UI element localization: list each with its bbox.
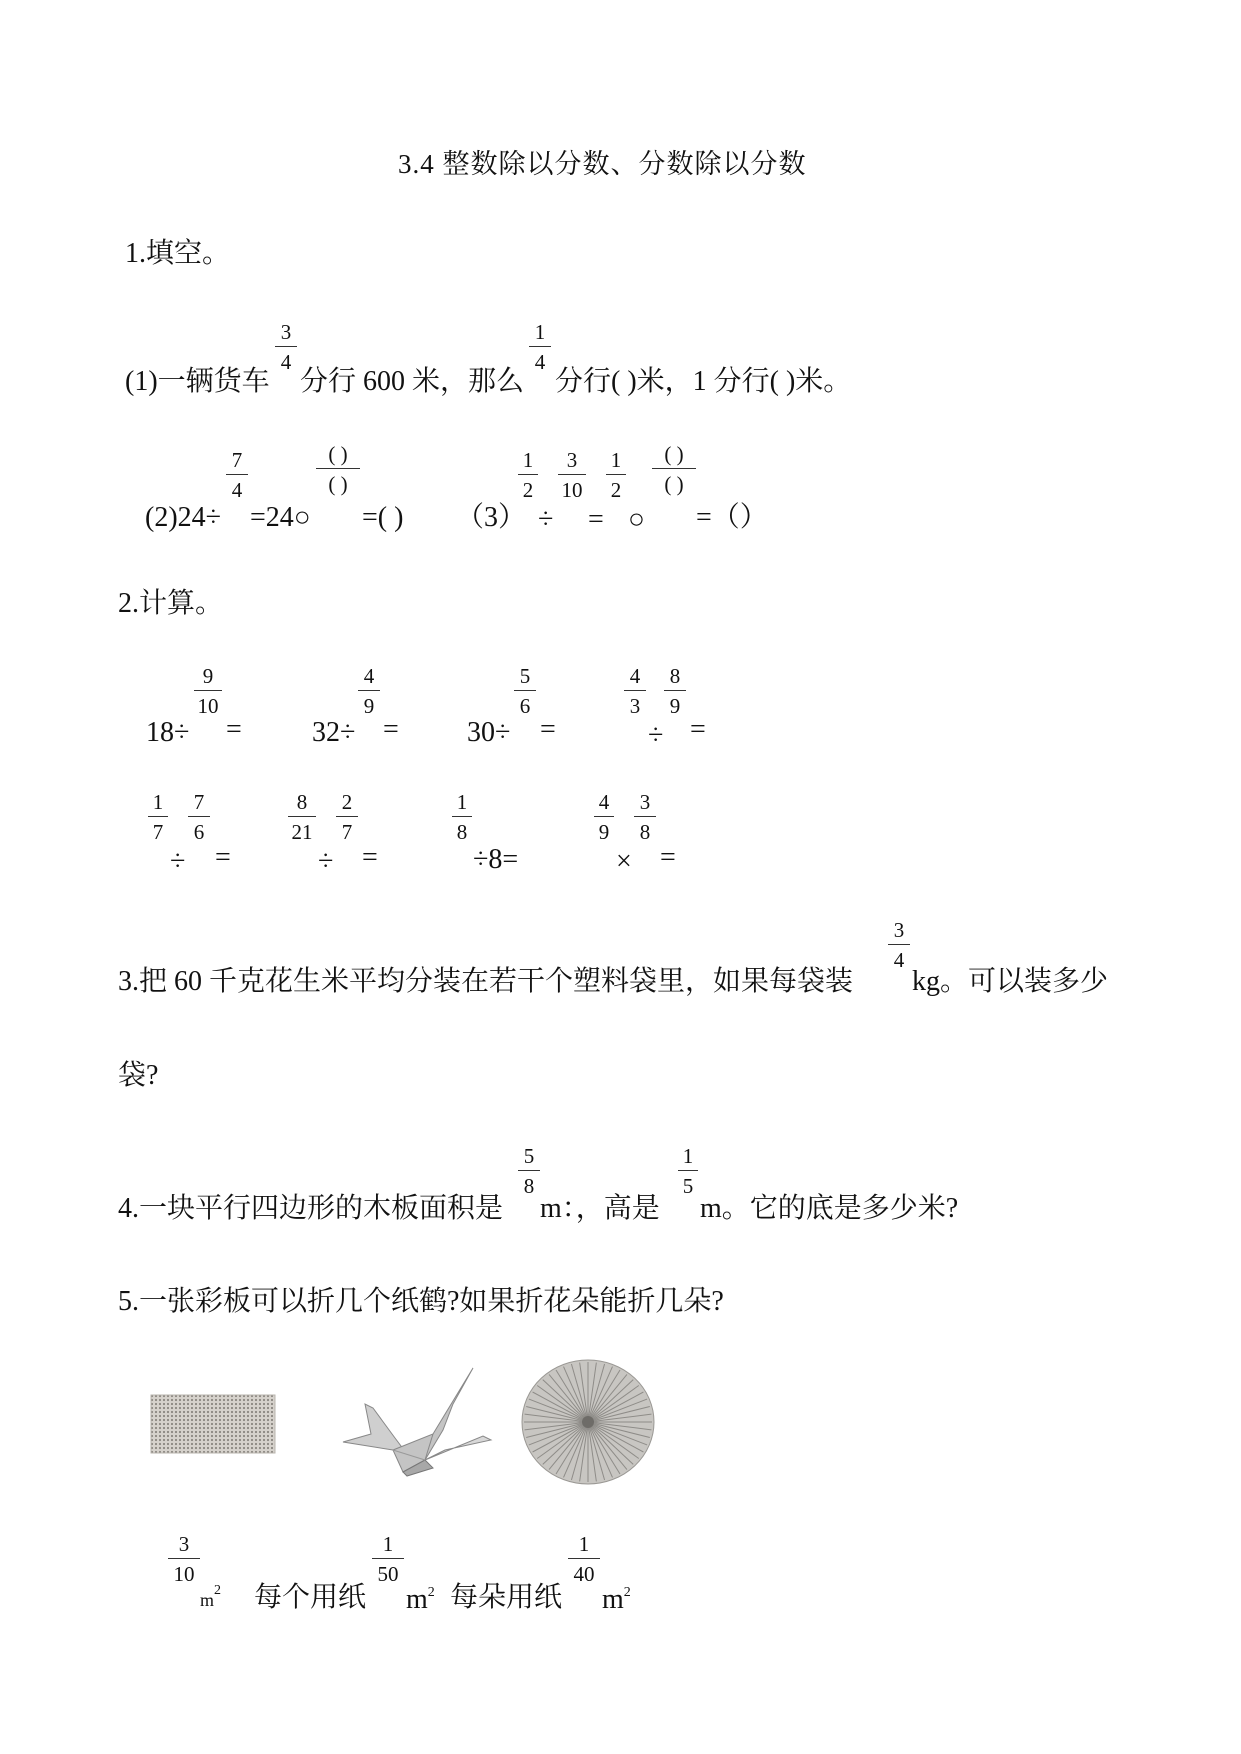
q1-part2-fraction-1 [226,448,248,502]
numerator: 8 [296,790,308,814]
q3-text-b: kg。可以装多少 [912,966,1109,997]
denominator: 5 [682,1174,694,1198]
fraction-bar [652,468,696,469]
q4-text-a: 4.一块平行四边形的木板面积是 [118,1193,504,1224]
fraction-bar [606,474,626,475]
fraction-bar [226,474,248,475]
paper-crane-image [333,1364,493,1478]
unit: m [602,1584,624,1615]
q2-r2-item1-op: ÷ [170,846,186,877]
denominator: 7 [152,820,164,844]
numerator: 3 [566,448,578,472]
q2-r2-item3-fraction-1 [452,790,472,844]
fraction-bar [568,1558,600,1559]
denominator: 8 [456,820,468,844]
q1-part3-equals: = [588,504,604,535]
q2-r2-item4-op: × [616,846,632,877]
q2-r1-item4-equals: = [690,714,706,745]
q1-part3-fraction-1 [518,448,538,502]
numerator: 7 [231,448,243,472]
numerator: 2 [341,790,353,814]
fraction-bar [452,816,472,817]
fraction-bar [358,690,380,691]
unit: m [406,1584,428,1615]
numerator: 3 [280,320,292,344]
fraction-bar [594,816,614,817]
q2-r1-item4-fraction-2 [664,664,686,718]
q3-text-c: 袋? [118,1060,159,1091]
q5-board-fraction [168,1532,200,1586]
denominator: 4 [280,350,292,374]
q2-r1-item1-equals: = [226,714,242,745]
paper-flower-image [520,1358,656,1486]
fraction-bar [529,346,551,347]
q1-part1-text-a: (1)一辆货车 [125,366,270,397]
numerator: 5 [519,664,531,688]
numerator: 1 [456,790,468,814]
q1-part2-text-b: =24○ [250,502,311,533]
fraction-bar [194,690,222,691]
q2-r1-item1-text: 18÷ [146,717,190,748]
denominator-blank: ( ) [328,472,348,496]
denominator: 21 [291,820,313,844]
q2-r2-item2-op: ÷ [318,846,334,877]
denominator: 8 [639,820,651,844]
q3-text-a: 3.把 60 千克花生米平均分装在若干个塑料袋里，如果每袋装 [118,966,854,997]
fraction-bar [634,816,656,817]
q4-fraction-2 [678,1144,698,1198]
denominator: 6 [193,820,205,844]
denominator: 4 [534,350,546,374]
q1-part1-text-b: 分行 600 米，那么 [300,366,525,397]
denominator: 40 [573,1562,595,1586]
denominator: 6 [519,694,531,718]
numerator: 4 [363,664,375,688]
q5-crane-unit [406,1584,435,1621]
denominator: 9 [598,820,610,844]
exponent: 2 [427,1585,435,1600]
q2-r1-item4-fraction-1 [624,664,646,718]
denominator: 9 [363,694,375,718]
numerator: 1 [522,448,534,472]
q2-r2-item3-op: ÷8= [473,844,519,875]
exponent: 2 [623,1585,631,1600]
numerator: 1 [578,1532,590,1556]
q1-part3-fraction-blank [652,442,696,496]
numerator: 3 [893,918,905,942]
q5-board-unit [200,1583,222,1611]
q2-r1-item2-text: 32÷ [312,717,356,748]
fraction-bar [888,944,910,945]
denominator-blank: ( ) [664,472,684,496]
fraction-bar [168,1558,200,1559]
q2-r2-item2-equals: = [362,842,378,873]
q5-crane-label: 每个用纸 [254,1582,367,1613]
fraction-bar [288,816,316,817]
unit: m [200,1590,215,1610]
fraction-bar [558,474,586,475]
q2-r1-item2-fraction [358,664,380,718]
q1-part2-fraction-blank [316,442,360,496]
q1-part1-text-c: 分行( )米，1 分行( )米。 [555,366,852,397]
q2-r2-item2-fraction-2 [336,790,358,844]
q4-fraction-1 [518,1144,540,1198]
numerator: 1 [534,320,546,344]
numerator: 3 [178,1532,190,1556]
fraction-bar [514,690,536,691]
q1-part2-text-a: (2)24÷ [145,502,222,533]
denominator: 7 [341,820,353,844]
q1-part3-op: ÷ [538,504,554,535]
fraction-bar [148,816,168,817]
q2-r1-item4-op: ÷ [648,720,664,751]
q1-part1-fraction-1 [275,320,297,374]
numerator: 3 [639,790,651,814]
q2-r1-item3-text: 30÷ [467,717,511,748]
q1-part3-text-a: （3） [456,502,527,533]
fraction-bar [624,690,646,691]
denominator: 2 [610,478,622,502]
denominator: 4 [231,478,243,502]
numerator-blank: ( ) [664,442,684,466]
q1-part1-fraction-2 [529,320,551,374]
fraction-bar [188,816,210,817]
q1-part3-circle: ○ [628,504,645,535]
q4-text-c: m。它的底是多少米? [700,1193,959,1224]
fraction-bar [518,1170,540,1171]
exponent: 2 [214,1583,222,1598]
fraction-bar [275,346,297,347]
numerator-blank: ( ) [328,442,348,466]
numerator: 5 [523,1144,535,1168]
q2-r1-item3-fraction [514,664,536,718]
q2-r2-item4-equals: = [660,842,676,873]
q2-r2-item1-fraction-1 [148,790,168,844]
denominator: 3 [629,694,641,718]
numerator: 1 [682,1144,694,1168]
denominator: 10 [197,694,219,718]
numerator: 8 [669,664,681,688]
q2-r2-item4-fraction-2 [634,790,656,844]
denominator: 8 [523,1174,535,1198]
q1-part2-text-c: =( ) [362,502,404,533]
denominator: 2 [522,478,534,502]
numerator: 9 [202,664,214,688]
numerator: 1 [152,790,164,814]
numerator: 1 [610,448,622,472]
q2-r2-item1-equals: = [215,842,231,873]
denominator: 4 [893,948,905,972]
numerator: 4 [598,790,610,814]
q1-part3-text-c: =（） [696,502,768,533]
q2-r1-item3-equals: = [540,714,556,745]
q2-r1-item2-equals: = [383,714,399,745]
question-1-label: 1.填空。 [125,238,231,269]
q2-r1-item1-fraction [194,664,222,718]
fraction-bar [336,816,358,817]
q5-flower-unit [602,1584,631,1621]
denominator: 10 [561,478,583,502]
q2-r2-item2-fraction-1 [288,790,316,844]
fraction-bar [678,1170,698,1171]
question-2-label: 2.计算。 [118,588,224,619]
q2-r2-item1-fraction-2 [188,790,210,844]
page-title: 3.4 整数除以分数、分数除以分数 [398,149,807,179]
numerator: 1 [382,1532,394,1556]
fraction-bar [664,690,686,691]
q5-flower-label: 每朵用纸 [450,1582,563,1613]
q5-flower-fraction [568,1532,600,1586]
numerator: 4 [629,664,641,688]
q5-crane-fraction [372,1532,404,1586]
q1-part3-fraction-2 [558,448,586,502]
fraction-bar [372,1558,404,1559]
fraction-bar [518,474,538,475]
denominator: 10 [173,1562,195,1586]
q3-fraction [888,918,910,972]
q5-text: 5.一张彩板可以折几个纸鹤?如果折花朵能折几朵? [118,1286,724,1317]
denominator: 50 [377,1562,399,1586]
denominator: 9 [669,694,681,718]
q2-r2-item4-fraction-1 [594,790,614,844]
q4-text-b: m：，高是 [540,1193,660,1224]
q1-part3-fraction-3 [606,448,626,502]
numerator: 7 [193,790,205,814]
colored-board-image [150,1394,276,1456]
fraction-bar [316,468,360,469]
